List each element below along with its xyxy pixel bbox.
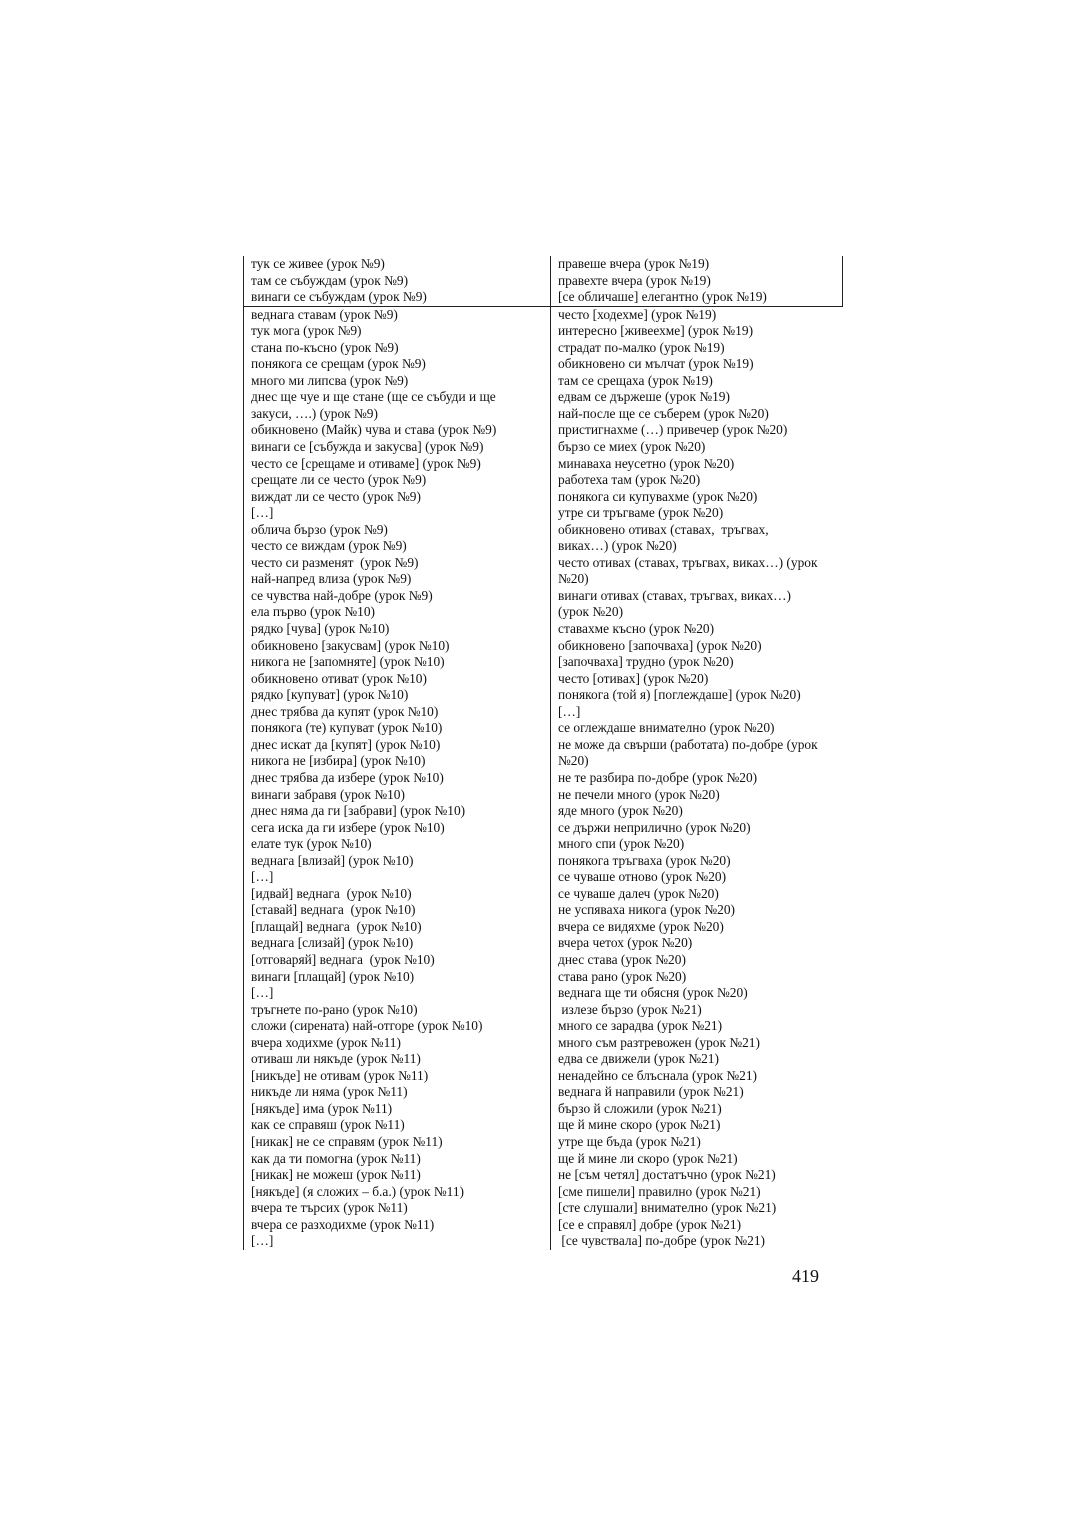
right-line: се оглеждаше внимателно (урок №20) <box>558 720 775 736</box>
left-line: […] <box>251 1233 274 1249</box>
right-line: утре ще бъда (урок №21) <box>558 1133 701 1149</box>
left-line: [плащай] веднага (урок №10) <box>251 918 422 934</box>
left-line: тръгнете по-рано (урок №10) <box>251 1001 418 1017</box>
left-line: как се справяш (урок №11) <box>251 1117 405 1133</box>
right-line: често [отивах] (урок №20) <box>558 670 709 686</box>
right-line: едва се движели (урок №21) <box>558 1051 719 1067</box>
right-line: пристигнахме (…) привечер (урок №20) <box>558 422 788 438</box>
left-line: веднага [слизай] (урок №10) <box>251 935 414 951</box>
right-line: (урок №20) <box>558 604 624 620</box>
left-line: обикновено [закусвам] (урок №10) <box>251 637 450 653</box>
right-line: вчера се видяхме (урок №20) <box>558 918 724 934</box>
right-line: [се чувствала] по-добре (урок №21) <box>558 1233 765 1249</box>
left-line: тук мога (урок №9) <box>251 323 362 339</box>
left-line: [идвай] веднага (урок №10) <box>251 885 412 901</box>
left-line: най-напред влиза (урок №9) <box>251 571 412 587</box>
right-line: веднага ще ти обясня (урок №20) <box>558 985 748 1001</box>
header-right-text: правехте вчера (урок №19) <box>558 272 711 288</box>
left-line: елате тук (урок №10) <box>251 836 372 852</box>
right-line: се чуваше далеч (урок №20) <box>558 885 719 901</box>
page-number: 419 <box>792 1266 819 1286</box>
right-line: много спи (урок №20) <box>558 836 685 852</box>
right-line: не може да свърши (работата) по-добре (урок <box>558 736 818 752</box>
left-line: рядко [купуват] (урок №10) <box>251 687 409 703</box>
left-line: днес искат да [купят] (урок №10) <box>251 736 441 752</box>
left-line: днес няма да ги [забрави] (урок №10) <box>251 803 466 819</box>
right-line: не успяваха никога (урок №20) <box>558 902 735 918</box>
left-line: днес трябва да избере (урок №10) <box>251 769 444 785</box>
left-line: [никак] не можеш (урок №11) <box>251 1167 421 1183</box>
header-left-text: там се събуждам (урок №9) <box>251 272 409 288</box>
right-line: днес става (урок №20) <box>558 951 686 967</box>
left-line: как да ти помогна (урок №11) <box>251 1150 421 1166</box>
right-column <box>551 307 843 1250</box>
left-line: [никъде] не отивам (урок №11) <box>251 1067 429 1083</box>
left-line: [никак] не се справям (урок №11) <box>251 1133 443 1149</box>
right-line: яде много (урок №20) <box>558 803 683 819</box>
right-line: излезе бързо (урок №21) <box>558 1001 702 1017</box>
right-line: №20) <box>558 753 589 769</box>
left-line: понякога (те) купуват (урок №10) <box>251 720 443 736</box>
left-line: […] <box>251 505 274 521</box>
left-line: често си разменят (урок №9) <box>251 554 419 570</box>
right-line: често отивах (ставах, тръгвах, виках…) (урок <box>558 554 818 570</box>
left-line: веднага ставам (урок №9) <box>251 306 398 322</box>
left-line: стана по-късно (урок №9) <box>251 339 399 355</box>
left-line: ела първо (урок №10) <box>251 604 376 620</box>
left-line: никога не [запомняте] (урок №10) <box>251 654 445 670</box>
right-line: се държи неприлично (урок №20) <box>558 819 751 835</box>
left-line: често се [срещаме и отиваме] (урок №9) <box>251 455 481 471</box>
right-line: интересно [живеехме] (урок №19) <box>558 323 754 339</box>
right-line: там се срещаха (урок №19) <box>558 372 713 388</box>
right-line: понякога си купувахме (урок №20) <box>558 488 758 504</box>
left-line: вчера ходихме (урок №11) <box>251 1034 401 1050</box>
right-line: става рано (урок №20) <box>558 968 687 984</box>
left-line: закуси, ….) (урок №9) <box>251 405 378 421</box>
left-line: рядко [чува] (урок №10) <box>251 621 390 637</box>
right-line: бързо се миех (урок №20) <box>558 439 706 455</box>
left-line: много ми липсва (урок №9) <box>251 372 409 388</box>
right-line: обикновено отивах (ставах, тръгвах, <box>558 521 769 537</box>
header-right-text: правеше вчера (урок №19) <box>558 256 710 271</box>
left-line: винаги [плащай] (урок №10) <box>251 968 415 984</box>
left-line: обикновено отиват (урок №10) <box>251 670 427 686</box>
left-line: срещате ли се често (урок №9) <box>251 472 427 488</box>
left-line: [отговаряй] веднага (урок №10) <box>251 951 435 967</box>
right-line: обикновено си мълчат (урок №19) <box>558 356 754 372</box>
left-line: днес ще чуе и ще стане (ще се събуди и ще <box>251 389 496 405</box>
right-line: утре си тръгваме (урок №20) <box>558 505 724 521</box>
right-line: понякога (той я) [поглеждаше] (урок №20) <box>558 687 801 703</box>
table-body-row <box>243 307 843 1250</box>
phrase-table <box>243 256 843 1250</box>
left-line: винаги се [събужда и закусва] (урок №9) <box>251 439 484 455</box>
left-line: никъде ли няма (урок №11) <box>251 1084 408 1100</box>
right-line: вчера четох (урок №20) <box>558 935 693 951</box>
left-line: винаги забравя (урок №10) <box>251 786 405 802</box>
left-line: вчера се разходихме (урок №11) <box>251 1216 435 1232</box>
right-line: минаваха неусетно (урок №20) <box>558 455 735 471</box>
right-line: [сме пишели] правилно (урок №21) <box>558 1183 761 1199</box>
header-right-cell <box>551 256 843 306</box>
left-line: виждат ли се често (урок №9) <box>251 488 421 504</box>
left-column <box>243 307 551 1250</box>
right-line: ненадейно се блъснала (урок №21) <box>558 1067 758 1083</box>
left-line: [някъде] (я сложих – б.а.) (урок №11) <box>251 1183 465 1199</box>
right-line: [се е справял] добре (урок №21) <box>558 1216 742 1232</box>
left-line: никога не [избира] (урок №10) <box>251 753 426 769</box>
left-line: сложи (сирената) най-отгоре (урок №10) <box>251 1018 483 1034</box>
left-line: често се виждам (урок №9) <box>251 538 407 554</box>
left-line: [някъде] има (урок №11) <box>251 1100 393 1116</box>
right-line: най-после ще се съберем (урок №20) <box>558 405 769 421</box>
left-line: веднага [влизай] (урок №10) <box>251 852 414 868</box>
left-line: се чувства най-добре (урок №9) <box>251 587 433 603</box>
right-line: […] <box>558 703 581 719</box>
right-line: често [ходехме] (урок №19) <box>558 306 717 322</box>
left-line: [ставай] веднага (урок №10) <box>251 902 416 918</box>
right-line: ще й мине ли скоро (урок №21) <box>558 1150 738 1166</box>
right-line: бързо й сложили (урок №21) <box>558 1100 722 1116</box>
right-line: страдат по-малко (урок №19) <box>558 339 725 355</box>
right-line: не печели много (урок №20) <box>558 786 720 802</box>
right-line: много се зарадва (урок №21) <box>558 1018 723 1034</box>
right-line: понякога тръгваха (урок №20) <box>558 852 731 868</box>
right-line: работеха там (урок №20) <box>558 472 701 488</box>
header-left-text: винаги се събуждам (урок №9) <box>251 289 427 305</box>
right-line: винаги отивах (ставах, тръгвах, виках…) <box>558 587 792 603</box>
left-line: […] <box>251 985 274 1001</box>
left-line: отиваш ли някъде (урок №11) <box>251 1051 421 1067</box>
right-line: веднага й направили (урок №21) <box>558 1084 744 1100</box>
right-line: се чувашe отново (урок №20) <box>558 869 727 885</box>
right-line: [започваха] трудно (урок №20) <box>558 654 734 670</box>
header-left-cell <box>243 256 551 306</box>
left-line: понякога се срещам (урок №9) <box>251 356 426 372</box>
right-line: виках…) (урок №20) <box>558 538 677 554</box>
right-line: №20) <box>558 571 589 587</box>
right-line: ставахме късно (урок №20) <box>558 621 715 637</box>
right-line: не те разбира по-добре (урок №20) <box>558 769 758 785</box>
right-line: не [съм четял] достатъчно (урок №21) <box>558 1167 776 1183</box>
right-line: много съм разтревожен (урок №21) <box>558 1034 760 1050</box>
right-line: обикновено [започваха] (урок №20) <box>558 637 762 653</box>
header-right-text: [се обличаше] елегантно (урок №19) <box>558 289 767 305</box>
right-line: ще й мине скоро (урок №21) <box>558 1117 721 1133</box>
left-line: […] <box>251 869 274 885</box>
right-line: [сте слушали] внимателно (урок №21) <box>558 1200 777 1216</box>
header-left-text: тук се живее (урок №9) <box>251 256 385 271</box>
left-line: обикновено (Майк) чува и става (урок №9) <box>251 422 497 438</box>
left-line: вчера те търсих (урок №11) <box>251 1200 408 1216</box>
left-line: облича бързо (урок №9) <box>251 521 388 537</box>
table-header-row <box>243 256 843 306</box>
left-line: сега иска да ги избере (урок №10) <box>251 819 445 835</box>
left-line: днес трябва да купят (урок №10) <box>251 703 439 719</box>
right-line: едвам се държеше (урок №19) <box>558 389 730 405</box>
